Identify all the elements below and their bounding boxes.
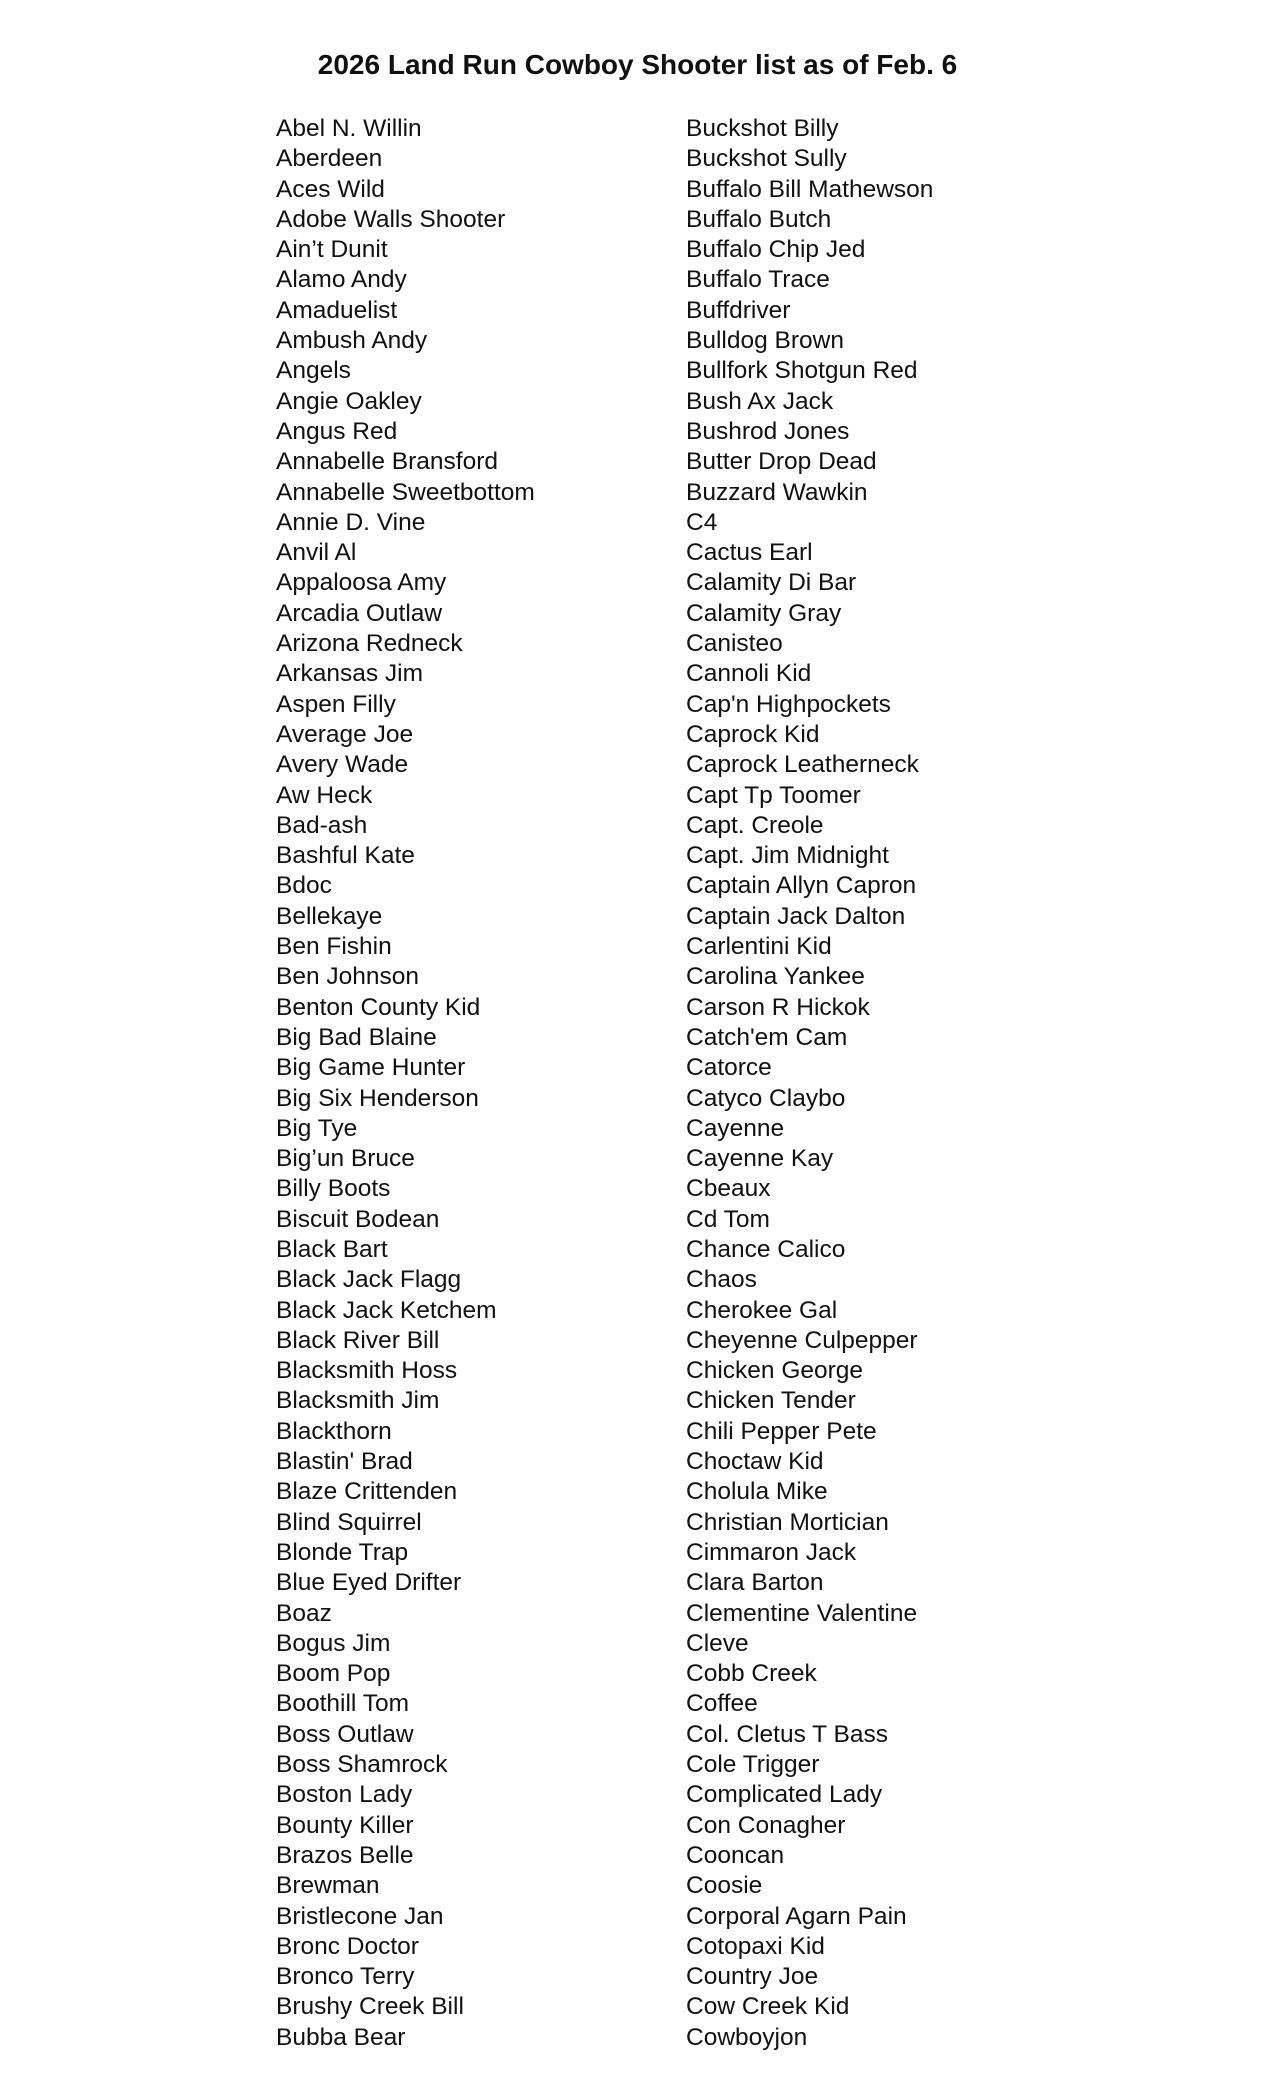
shooter-name: Cobb Creek: [686, 1660, 817, 1688]
shooter-name: Angie Oakley: [276, 387, 422, 415]
shooter-name: Capt Tp Toomer: [686, 781, 861, 809]
shooter-name: Billy Boots: [276, 1175, 391, 1203]
shooter-name: Bushrod Jones: [686, 417, 850, 445]
shooter-name: Ben Johnson: [276, 963, 420, 991]
shooter-name: Bulldog Brown: [686, 327, 844, 355]
shooter-name: Captain Allyn Capron: [686, 872, 917, 900]
shooter-name: Cowboyjon: [686, 2023, 808, 2051]
shooter-name: Black River Bill: [276, 1326, 440, 1354]
shooter-name: Catorce: [686, 1054, 772, 1082]
shooter-name: Brazos Belle: [276, 1841, 414, 1869]
shooter-name: Catyco Claybo: [686, 1084, 846, 1112]
shooter-name: Arkansas Jim: [276, 660, 424, 688]
shooter-name: Cayenne: [686, 1114, 785, 1142]
shooter-name: Caprock Leatherneck: [686, 751, 919, 779]
shooter-name: Christian Mortician: [686, 1508, 889, 1536]
shooter-name: Blind Squirrel: [276, 1508, 422, 1536]
shooter-name: Blue Eyed Drifter: [276, 1569, 462, 1597]
shooter-name: Cherokee Gal: [686, 1296, 838, 1324]
shooter-name: Chance Calico: [686, 1235, 846, 1263]
shooter-name: Aw Heck: [276, 781, 373, 809]
shooter-name: Captain Jack Dalton: [686, 902, 906, 930]
shooter-name: Alamo Andy: [276, 266, 407, 294]
shooter-name: Bush Ax Jack: [686, 387, 834, 415]
shooter-name: Carolina Yankee: [686, 963, 865, 991]
shooter-name: Brushy Creek Bill: [276, 1993, 464, 2021]
shooter-name: Abel N. Willin: [276, 115, 422, 142]
shooter-name: Boom Pop: [276, 1660, 391, 1688]
shooter-name: Big Tye: [276, 1114, 358, 1142]
shooter-name: Cactus Earl: [686, 539, 813, 567]
shooter-name: Con Conagher: [686, 1811, 846, 1839]
shooter-name: Black Jack Flagg: [276, 1266, 462, 1294]
shooter-name: Cole Trigger: [686, 1751, 820, 1779]
shooter-name: Avery Wade: [276, 751, 409, 779]
shooter-name: Choctaw Kid: [686, 1448, 824, 1476]
shooter-name: Bdoc: [276, 872, 332, 900]
shooter-name: Cd Tom: [686, 1205, 770, 1233]
shooter-name: Bounty Killer: [276, 1811, 414, 1839]
shooter-name: Boothill Tom: [276, 1690, 410, 1718]
shooter-name: Bronco Terry: [276, 1963, 415, 1991]
shooter-name: Buffalo Butch: [686, 205, 832, 233]
shooter-name: Corporal Agarn Pain: [686, 1902, 907, 1930]
shooter-list-right-column: [686, 114, 1106, 2053]
shooter-name: Benton County Kid: [276, 993, 481, 1021]
shooter-name: Calamity Di Bar: [686, 569, 857, 597]
shooter-name: Appaloosa Amy: [276, 569, 447, 597]
shooter-name: Coosie: [686, 1872, 763, 1900]
shooter-name: Anvil Al: [276, 539, 357, 567]
shooter-name: Cholula Mike: [686, 1478, 828, 1506]
shooter-name: Complicated Lady: [686, 1781, 883, 1809]
shooter-name: Big’un Bruce: [276, 1145, 415, 1173]
shooter-name: Brewman: [276, 1872, 380, 1900]
shooter-name: Capt. Creole: [686, 811, 824, 839]
shooter-name: Cimmaron Jack: [686, 1538, 857, 1566]
shooter-name: Cooncan: [686, 1841, 785, 1869]
shooter-name: Average Joe: [276, 720, 414, 748]
shooter-name: Calamity Gray: [686, 599, 842, 627]
shooter-name: Angus Red: [276, 417, 398, 445]
shooter-name: Black Jack Ketchem: [276, 1296, 497, 1324]
shooter-name: Cheyenne Culpepper: [686, 1326, 918, 1354]
shooter-name: Blacksmith Jim: [276, 1387, 440, 1415]
shooter-name: Cotopaxi Kid: [686, 1932, 825, 1960]
shooter-name: Bronc Doctor: [276, 1932, 419, 1960]
shooter-name: Cbeaux: [686, 1175, 771, 1203]
shooter-name: Arizona Redneck: [276, 630, 463, 658]
shooter-name: Bellekaye: [276, 902, 383, 930]
shooter-name: Ain’t Dunit: [276, 236, 388, 264]
shooter-name: Ambush Andy: [276, 327, 428, 355]
shooter-name: Bad-ash: [276, 811, 368, 839]
shooter-name: Big Game Hunter: [276, 1054, 466, 1082]
shooter-name: Black Bart: [276, 1235, 388, 1263]
shooter-name: Clementine Valentine: [686, 1599, 918, 1627]
shooter-name: Buffalo Trace: [686, 266, 830, 294]
shooter-name: Cannoli Kid: [686, 660, 812, 688]
shooter-name: Boss Outlaw: [276, 1720, 414, 1748]
shooter-name: Bristlecone Jan: [276, 1902, 444, 1930]
shooter-name: Chili Pepper Pete: [686, 1417, 877, 1445]
shooter-name: Buckshot Billy: [686, 115, 839, 142]
shooter-name: Capt. Jim Midnight: [686, 842, 889, 870]
shooter-name: Clara Barton: [686, 1569, 824, 1597]
shooter-name: Buffdriver: [686, 296, 791, 324]
shooter-list-left-column: [276, 114, 676, 2053]
shooter-name: Adobe Walls Shooter: [276, 205, 506, 233]
shooter-name: Blacksmith Hoss: [276, 1357, 458, 1385]
shooter-name: Annie D. Vine: [276, 508, 426, 536]
shooter-name: Cayenne Kay: [686, 1145, 834, 1173]
shooter-name: Buffalo Bill Mathewson: [686, 175, 934, 203]
shooter-name: Blaze Crittenden: [276, 1478, 458, 1506]
shooter-name: Ben Fishin: [276, 933, 392, 961]
shooter-name: Aspen Filly: [276, 690, 396, 718]
shooter-name: Biscuit Bodean: [276, 1205, 440, 1233]
shooter-name: Annabelle Bransford: [276, 448, 499, 476]
shooter-name: Bashful Kate: [276, 842, 415, 870]
shooter-name: Carlentini Kid: [686, 933, 832, 961]
shooter-name: Caprock Kid: [686, 720, 820, 748]
shooter-name: Boaz: [276, 1599, 332, 1627]
shooter-name: Bullfork Shotgun Red: [686, 357, 918, 385]
shooter-name: Chicken Tender: [686, 1387, 856, 1415]
shooter-name: Boston Lady: [276, 1781, 413, 1809]
shooter-name: Big Six Henderson: [276, 1084, 479, 1112]
shooter-name: Big Bad Blaine: [276, 1023, 437, 1051]
shooter-name: Amaduelist: [276, 296, 398, 324]
shooter-name: Aberdeen: [276, 145, 383, 173]
shooter-name: Bogus Jim: [276, 1629, 391, 1657]
shooter-name: Chaos: [686, 1266, 757, 1294]
shooter-name: Butter Drop Dead: [686, 448, 877, 476]
shooter-name: Carson R Hickok: [686, 993, 870, 1021]
shooter-name: Bubba Bear: [276, 2023, 406, 2051]
shooter-name: Catch'em Cam: [686, 1023, 848, 1051]
shooter-name: Buzzard Wawkin: [686, 478, 868, 506]
shooter-name: Blastin' Brad: [276, 1448, 413, 1476]
shooter-name: Buckshot Sully: [686, 145, 847, 173]
shooter-name: Aces Wild: [276, 175, 385, 203]
shooter-name: Annabelle Sweetbottom: [276, 478, 535, 506]
shooter-name: Blonde Trap: [276, 1538, 409, 1566]
shooter-name: Canisteo: [686, 630, 783, 658]
shooter-name: Blackthorn: [276, 1417, 392, 1445]
shooter-name: Cap'n Highpockets: [686, 690, 891, 718]
shooter-name: Col. Cletus T Bass: [686, 1720, 888, 1748]
shooter-name: Buffalo Chip Jed: [686, 236, 866, 264]
page-title: 2026 Land Run Cowboy Shooter list as of Feb. 6: [317, 49, 958, 80]
shooter-name: C4: [686, 508, 718, 536]
shooter-name: Cow Creek Kid: [686, 1993, 850, 2021]
shooter-name: Boss Shamrock: [276, 1751, 448, 1779]
shooter-name: Arcadia Outlaw: [276, 599, 443, 627]
shooter-name: Coffee: [686, 1690, 758, 1718]
shooter-name: Country Joe: [686, 1963, 819, 1991]
shooter-name: Angels: [276, 357, 351, 385]
shooter-name: Cleve: [686, 1629, 749, 1657]
shooter-name: Chicken George: [686, 1357, 864, 1385]
